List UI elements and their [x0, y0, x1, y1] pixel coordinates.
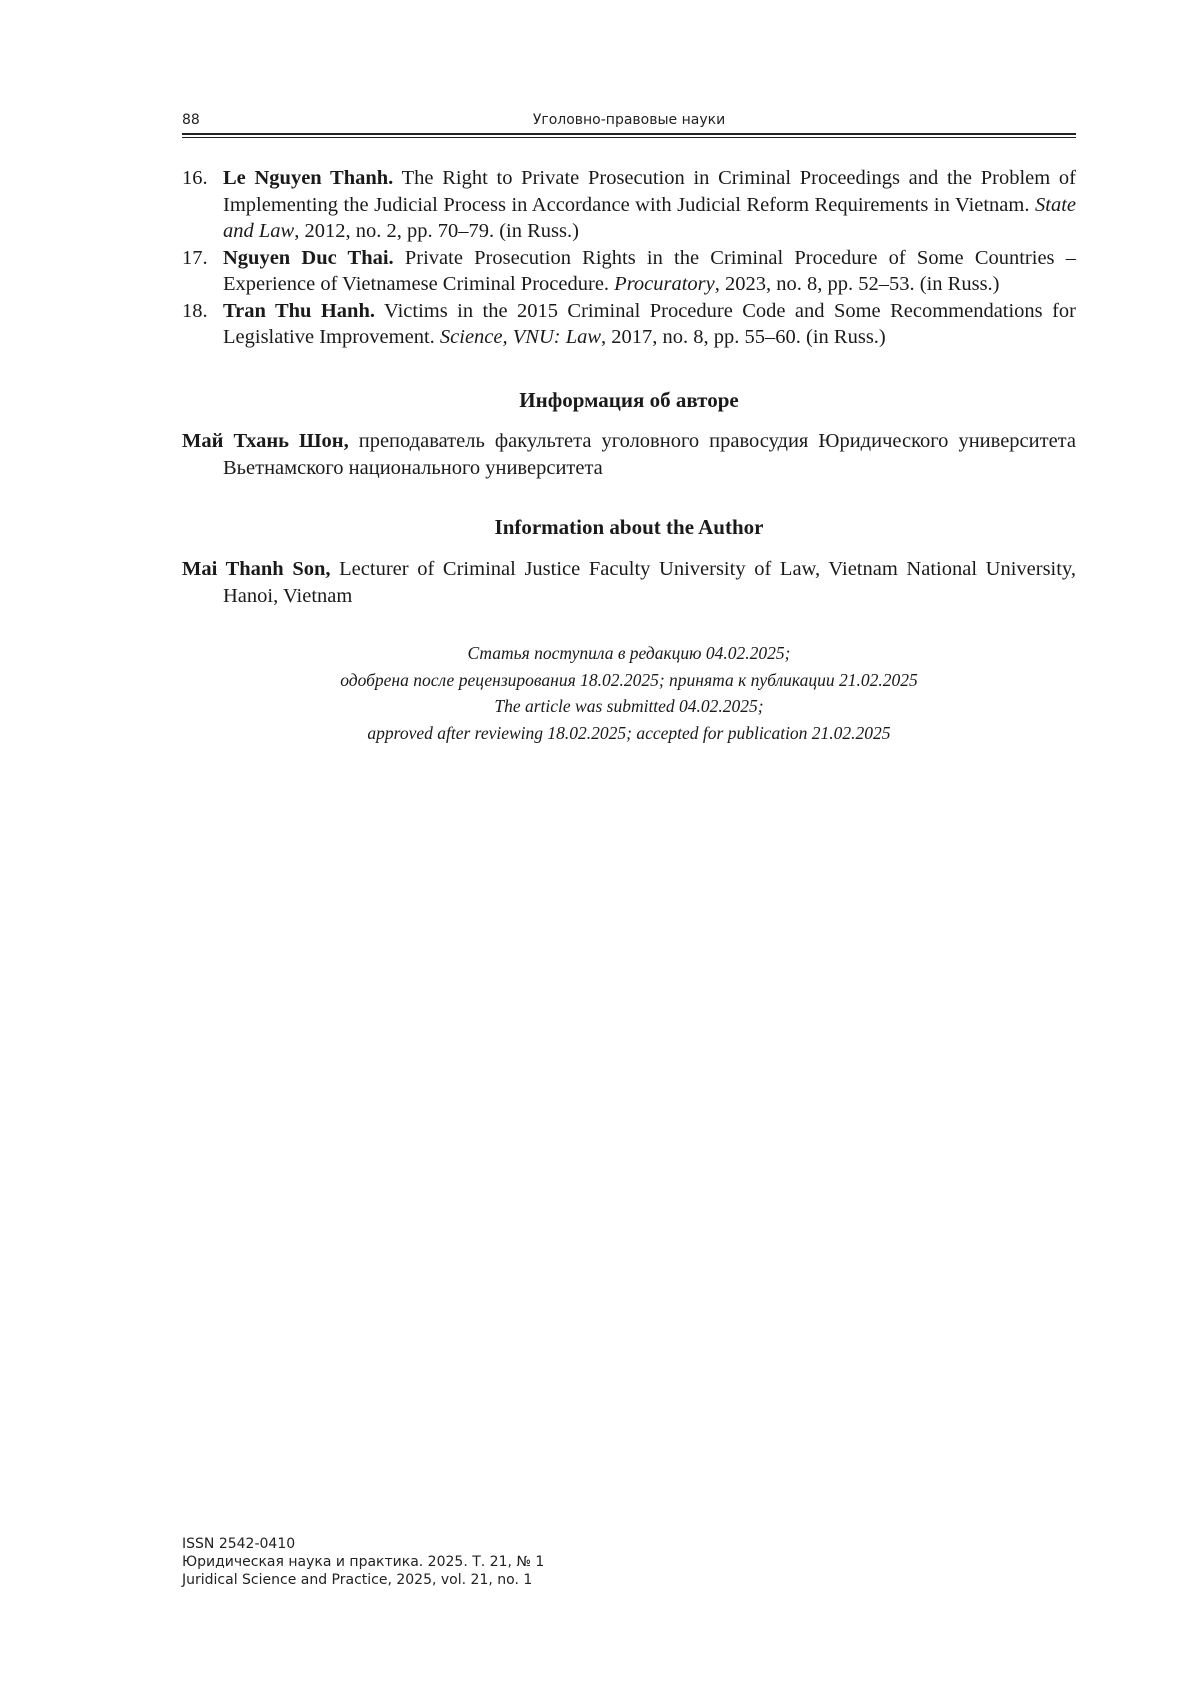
author-description-ru: преподаватель факультета уголовного правосудия Юридического университета Вьетнамского национального университета [223, 430, 1076, 479]
reference-item [182, 298, 1076, 351]
reference-title: The Right to Private Prosecution in Criminal Proceedings and the Problem of Implementing the Judicial Process in Accordance with Judicial Reform Requirements in Vietnam. [223, 167, 1076, 216]
page-number: 88 [182, 112, 200, 128]
reference-author: Tran Thu Hanh. [223, 299, 375, 322]
reference-list [182, 165, 1076, 351]
header-rule-thick [182, 133, 1076, 135]
article-dates [182, 640, 1076, 746]
reference-number: 18. [182, 299, 208, 322]
reference-source: Procuratory [614, 273, 715, 295]
header-rule-thin [182, 137, 1076, 138]
reference-author: Nguyen Duc Thai. [223, 246, 394, 269]
reference-item [182, 245, 1076, 298]
dates-en-line1: The article was submitted 04.02.2025; [494, 696, 764, 716]
author-name-ru: Май Тхань Шон, [182, 430, 349, 452]
author-info-ru [182, 428, 1076, 482]
dates-ru-line2: одобрена после рецензирования 18.02.2025; принята к публикации 21.02.2025 [340, 669, 918, 690]
footer-journal-ru: Юридическая наука и практика. 2025. Т. 21, № 1 [182, 1554, 545, 1570]
reference-number: 16. [182, 167, 208, 189]
reference-item [182, 165, 1076, 245]
reference-details: , 2012, no. 2, pp. 70–79. (in Russ.) [294, 220, 579, 242]
running-header [182, 112, 1076, 134]
author-description-en: Lecturer of Criminal Justice Faculty University of Law, Vietnam National University, Hanoi, Vietnam [223, 558, 1076, 607]
footer-issn: ISSN 2542-0410 [182, 1536, 296, 1552]
author-info-heading-ru: Информация об авторе [519, 388, 739, 412]
reference-source: State and Law [223, 193, 1076, 242]
dates-en-line2: approved after reviewing 18.02.2025; accepted for publication 21.02.2025 [367, 722, 891, 743]
page-footer [182, 1535, 544, 1589]
dates-ru-line1: Статья поступила в редакцию 04.02.2025; [467, 643, 791, 663]
section-title: Уголовно-правовые науки [532, 112, 726, 128]
reference-title: Victims in the 2015 Criminal Procedure Code and Some Recommendations for Legislative Improvement. [223, 299, 1076, 348]
author-info-en [182, 556, 1076, 610]
reference-title: Private Prosecution Rights in the Criminal Procedure of Some Countries – Experience of Vietnamese Criminal Procedure. [223, 246, 1076, 295]
reference-author: Le Nguyen Thanh. [223, 167, 394, 189]
reference-details: , 2017, no. 8, pp. 55–60. (in Russ.) [601, 326, 886, 348]
author-info-heading-en: Information about the Author [494, 515, 764, 539]
reference-number: 17. [182, 246, 208, 269]
author-name-en: Mai Thanh Son, [182, 558, 331, 580]
footer-journal-en: Juridical Science and Practice, 2025, vol. 21, no. 1 [182, 1572, 533, 1588]
reference-details: , 2023, no. 8, pp. 52–53. (in Russ.) [714, 273, 1000, 295]
reference-source: Science, VNU: Law [439, 326, 602, 348]
